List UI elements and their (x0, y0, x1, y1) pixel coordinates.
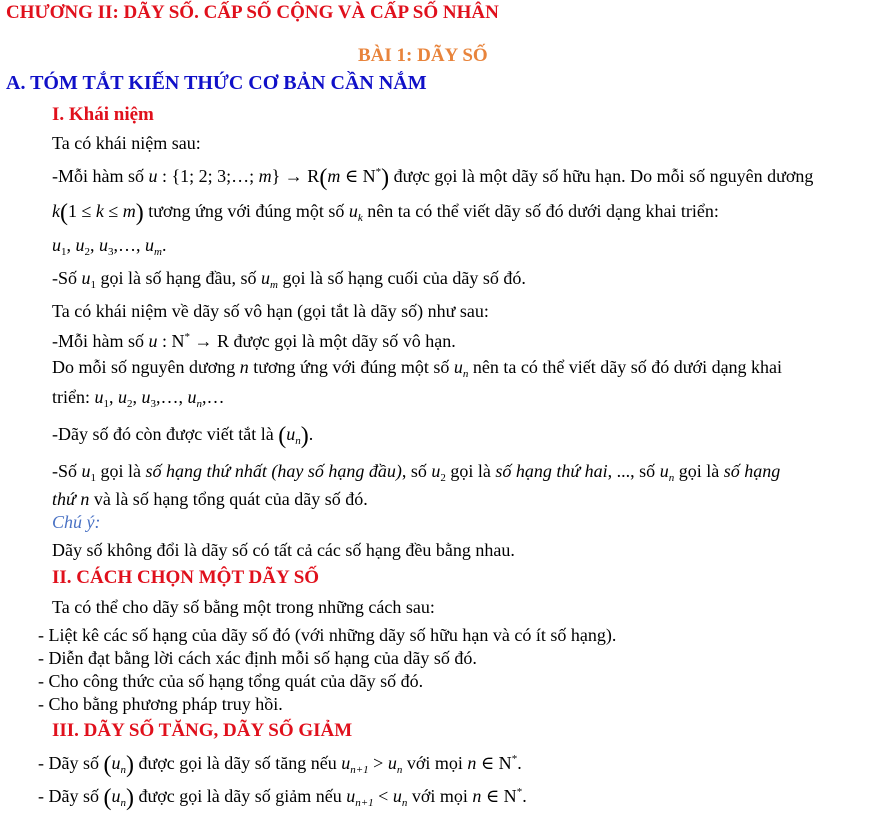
list-item: - Cho công thức của số hạng tổng quát của dãy số đó. (38, 671, 424, 691)
decreasing-definition: - Dãy số $(u_n)$ được gọi là dãy số giảm nếu $u_{n+1} < u_n$ với mọi n ∈ N*. (38, 785, 527, 811)
term-names-line1: -Số $u_1$ gọi là số hạng thứ nhất (hay số hạng đầu), số $u_2$ gọi là số hạng thứ hai, ..., số $u_n$ gọi là số hạng (52, 461, 781, 484)
definition-infinite: -Mỗi hàm số u : N* → R được gọi là một dãy số vô hạn. (52, 331, 456, 351)
section-a-heading: A. TÓM TẮT KIẾN THỨC CƠ BẢN CẦN NẮM (6, 72, 427, 94)
part3-heading: III. DÃY SỐ TĂNG, DÃY SỐ GIẢM (52, 720, 353, 741)
lesson-title: BÀI 1: DÃY SỐ (358, 45, 488, 66)
first-last-term-line: -Số $u_1$ gọi là số hạng đầu, số $u_m$ gọi là số hạng cuối của dãy số đó. (52, 268, 526, 291)
list-item: - Cho bằng phương pháp truy hồi. (38, 694, 283, 714)
definition-finite-line2: k(1 ≤ k ≤ m) tương ứng với đúng một số $u_k$ nên ta có thể viết dãy số đó dưới dạng khai triển: (52, 200, 719, 226)
sequence-notation: -Dãy số đó còn được viết tắt là $(u_n)$. (52, 423, 314, 449)
infinite-intro: Ta có khái niệm về dãy số vô hạn (gọi tắt là dãy số) như sau: (52, 301, 489, 321)
chapter-title: CHƯƠNG II: DÃY SỐ. CẤP SỐ CỘNG VÀ CẤP SỐ NHÂN (6, 2, 499, 23)
finite-sequence-expansion: $u_1$, $u_2$, $u_3,\dots$, $u_m$. (52, 235, 167, 258)
term-names-line2: thứ n và là số hạng tổng quát của dãy số đó. (52, 489, 368, 509)
note-label: Chú ý: (52, 512, 101, 532)
part1-intro: Ta có khái niệm sau: (52, 133, 201, 153)
infinite-expansion-line1: Do mỗi số nguyên dương n tương ứng với đúng một số $u_n$ nên ta có thể viết dãy số đó dưới dạng khai (52, 357, 783, 380)
note-text: Dãy số không đổi là dãy số có tất cả các số hạng đều bằng nhau. (52, 540, 515, 560)
list-item: - Diễn đạt bằng lời cách xác định mỗi số hạng của dãy số đó. (38, 648, 477, 668)
increasing-definition: - Dãy số $(u_n)$ được gọi là dãy số tăng nếu $u_{n+1} > u_n$ với mọi n ∈ N*. (38, 752, 522, 778)
math-finite-map: u (148, 166, 158, 186)
definition-finite-line1: -Mỗi hàm số u : {1; 2; 3;…; m} → R(m ∈ N*) được gọi là một dãy số hữu hạn. Do mỗi số nguyên dương (52, 165, 814, 191)
part2-intro: Ta có thể cho dãy số bằng một trong những cách sau: (52, 597, 435, 617)
infinite-expansion-line2: triển: $u_1$, $u_2$, $u_3,\dots$, $u_n,\dots$ (52, 387, 225, 410)
part2-heading: II. CÁCH CHỌN MỘT DÃY SỐ (52, 567, 320, 588)
list-item: - Liệt kê các số hạng của dãy số đó (với những dãy số hữu hạn và có ít số hạng). (38, 625, 617, 645)
part1-heading: I. Khái niệm (52, 104, 154, 125)
